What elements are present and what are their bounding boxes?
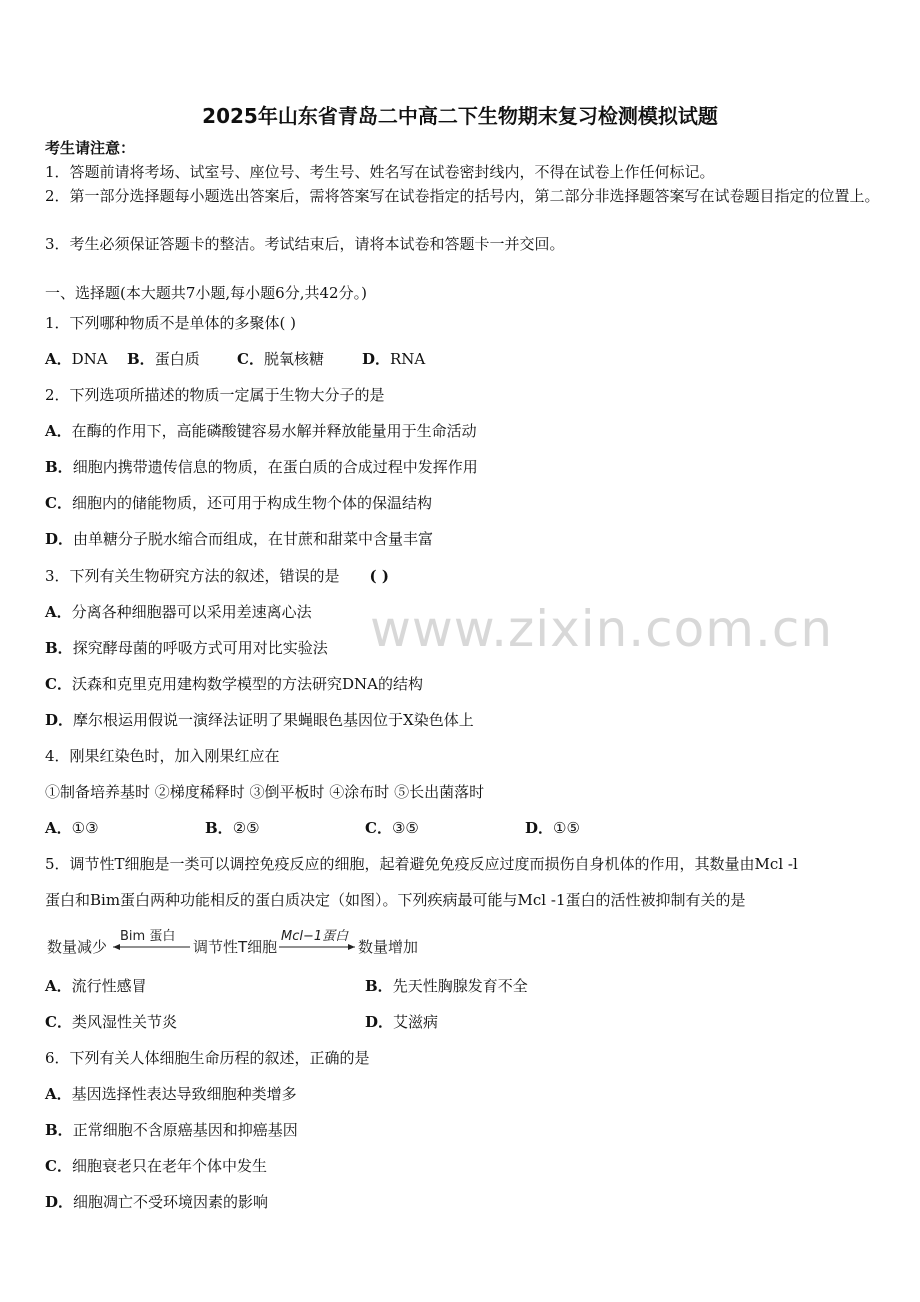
option-text: ①③ — [71, 819, 99, 837]
option-label: C． — [237, 350, 264, 368]
option-text: 正常细胞不含原癌基因和抑癌基因 — [72, 1121, 298, 1139]
q5-options-row — [45, 975, 528, 997]
option-label: B． — [365, 977, 393, 995]
option-text: 由单糖分子脱水缩合而组成，在甘蔗和甜菜中含量丰富 — [73, 530, 434, 548]
arrowhead-left — [113, 944, 120, 950]
question-stem: 6．下列有关人体细胞生命历程的叙述，正确的是 — [45, 1049, 370, 1067]
option-label: B． — [45, 1121, 73, 1139]
option — [45, 637, 328, 659]
section-heading: 一、选择题(本大题共7小题,每小题6分,共42分。) — [45, 284, 367, 302]
option-label: C． — [365, 819, 392, 837]
question-stem — [45, 565, 389, 587]
q5-options-row — [45, 1011, 438, 1033]
option-label: A． — [45, 1085, 72, 1103]
diagram-decrease: 数量减少 — [47, 938, 108, 956]
option — [45, 1083, 297, 1105]
notice-item: 3．考生必须保证答题卡的整洁。考试结束后，请将本试卷和答题卡一并交回。 — [45, 235, 565, 253]
option-text: DNA — [71, 350, 108, 368]
diagram-increase: 数量增加 — [358, 938, 419, 956]
answer-paren: ( ) — [369, 567, 389, 585]
notice-heading: 考生请注意： — [45, 139, 136, 157]
page-title: 2025年山东省青岛二中高二下生物期末复习检测模拟试题 — [202, 104, 718, 128]
q4-options — [45, 817, 580, 839]
option-text: 摩尔根运用假说一演绎法证明了果蝇眼色基因位于X染色体上 — [73, 711, 474, 729]
diagram-center: 调节性T细胞 — [193, 938, 278, 956]
watermark: www.zixin.com.cn — [370, 600, 834, 658]
option-label: D． — [365, 1013, 394, 1031]
option-label: C． — [45, 1013, 72, 1031]
notice-item: 1．答题前请将考场、试室号、座位号、考生号、姓名写在试卷密封线内，不得在试卷上作任何标记。 — [45, 163, 715, 181]
option-text: ③⑤ — [391, 819, 419, 837]
option-text: 细胞内的储能物质，还可用于构成生物个体的保温结构 — [71, 494, 432, 512]
option-label: B． — [127, 350, 155, 368]
option-text: RNA — [390, 350, 426, 368]
option — [45, 456, 478, 478]
option-label: D． — [45, 711, 74, 729]
question-stem: 1．下列哪种物质不是单体的多聚体( ) — [45, 314, 297, 332]
regulation-diagram — [45, 925, 425, 961]
option-text: 分离各种细胞器可以采用差速离心法 — [71, 603, 312, 621]
option — [45, 528, 433, 550]
option-text: 流行性感冒 — [71, 977, 147, 995]
option-label: A． — [45, 977, 72, 995]
option-text: 细胞凋亡不受环境因素的影响 — [73, 1193, 269, 1211]
question-stem: 4．刚果红染色时，加入刚果红应在 — [45, 747, 280, 765]
option-label: A． — [45, 350, 72, 368]
option-label: D． — [525, 819, 554, 837]
option-text: 探究酵母菌的呼吸方式可用对比实验法 — [72, 639, 328, 657]
notice-item: 2．第一部分选择题每小题选出答案后，需将答案写在试卷指定的括号内，第二部分非选择题答案写在试卷题目指定的位置上。 — [45, 187, 880, 205]
option-label: C． — [45, 1157, 72, 1175]
option-text: 在酶的作用下，高能磷酸键容易水解并释放能量用于生命活动 — [71, 422, 477, 440]
step-list: ①制备培养基时 ②梯度稀释时 ③倒平板时 ④涂布时 ⑤长出菌落时 — [45, 783, 485, 801]
option-label: A． — [45, 603, 72, 621]
option — [45, 1155, 267, 1177]
question-text: 3．下列有关生物研究方法的叙述，错误的是 — [45, 567, 340, 585]
option-text: 类风湿性关节炎 — [71, 1013, 177, 1031]
option-text: 细胞内携带遗传信息的物质，在蛋白质的合成过程中发挥作用 — [72, 458, 478, 476]
option-text: 沃森和克里克用建构数学模型的方法研究DNA的结构 — [71, 675, 423, 693]
option — [45, 601, 312, 623]
option-text: ①⑤ — [553, 819, 580, 837]
option-label: B． — [205, 819, 233, 837]
option-text: 艾滋病 — [393, 1013, 439, 1031]
option-label: D． — [45, 1193, 74, 1211]
option-label: B． — [45, 639, 73, 657]
option-label: C． — [45, 494, 72, 512]
option-text: 脱氧核糖 — [263, 350, 324, 368]
option-text: 先天性胸腺发育不全 — [392, 977, 528, 995]
option — [45, 420, 477, 442]
question-stem: 蛋白和Bim蛋白两种功能相反的蛋白质决定（如图）。下列疾病最可能与Mcl -1蛋白的活性被抑制有关的是 — [45, 891, 746, 909]
option — [45, 709, 474, 731]
option — [45, 673, 423, 695]
question-stem: 5．调节性T细胞是一类可以调控免疫反应的细胞，起着避免免疫反应过度而损伤自身机体的作用，其数量由Mcl -l — [45, 855, 798, 873]
option-label: D． — [45, 530, 74, 548]
option — [45, 1191, 268, 1213]
diagram-mcl: Mcl−1蛋白 — [281, 929, 349, 944]
option-text: 蛋白质 — [154, 350, 200, 368]
option-text: 基因选择性表达导致细胞种类增多 — [71, 1085, 297, 1103]
option — [45, 492, 432, 514]
option-label: B． — [45, 458, 73, 476]
option-text: ②⑤ — [232, 819, 260, 837]
option-label: D． — [362, 350, 391, 368]
diagram-bim: Bim 蛋白 — [120, 929, 176, 944]
question-stem: 2．下列选项所描述的物质一定属于生物大分子的是 — [45, 386, 385, 404]
option-label: A． — [45, 819, 72, 837]
option-label: A． — [45, 422, 72, 440]
option — [45, 1119, 298, 1141]
arrowhead-right — [348, 944, 355, 950]
q1-options — [45, 348, 425, 370]
option-text: 细胞衰老只在老年个体中发生 — [71, 1157, 267, 1175]
option-label: C． — [45, 675, 72, 693]
